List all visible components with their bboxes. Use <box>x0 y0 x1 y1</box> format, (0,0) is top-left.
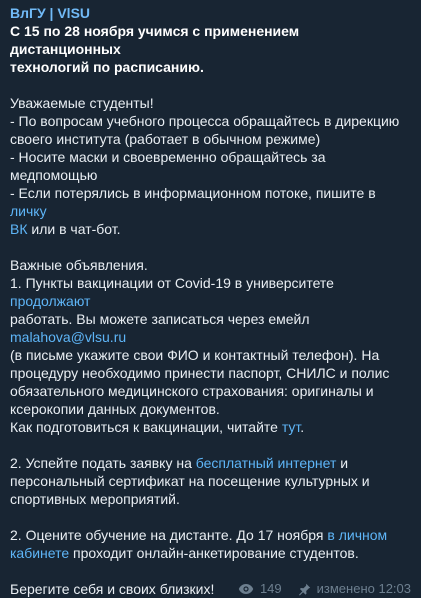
point-1-line-1: 1. Пункты вакцинации от Covid-19 в университете продолжают <box>10 275 334 309</box>
point-1-line-7: Как подготовиться к вакцинации, читайте тут. <box>10 419 305 435</box>
point-1-line-6: ксерокопии данных документов. <box>10 401 220 417</box>
point-3-line-2: кабинете проходит онлайн-анкетирование студентов. <box>10 545 359 561</box>
pin-icon <box>298 583 311 596</box>
point-2-line-2: персональный сертификат на посещение культурных и <box>10 473 370 489</box>
point-1-line-5: обязательного медицинского страхования: оригиналы и <box>10 383 374 399</box>
headline-line-2: технологий по расписанию. <box>10 59 204 75</box>
edited-time: изменено 12:03 <box>316 581 411 596</box>
channel-name[interactable]: ВлГУ | VlSU <box>10 5 91 21</box>
personal-cabinet-link-part-2[interactable]: кабинете <box>10 545 70 561</box>
vk-link-part-2[interactable]: ВК <box>10 221 28 237</box>
vaccination-link[interactable]: продолжают <box>10 293 91 309</box>
point-3-line-1: 2. Оцените обучение на дистанте. До 17 ноября в личном <box>10 527 388 543</box>
bullet-1-line-2: своего института (работает в обычном режиме) <box>10 131 321 147</box>
vaccination-guide-link[interactable]: тут <box>281 419 301 435</box>
greeting: Уважаемые студенты! <box>10 95 154 111</box>
free-internet-link[interactable]: бесплатный интернет <box>195 455 337 471</box>
point-1-line-2: работать. Вы можете записаться через емейл malahova@vlsu.ru <box>10 311 310 345</box>
bullet-1-line-1: - По вопросам учебного процесса обращайтесь в дирекцию <box>10 113 400 129</box>
bullet-3-line-1: - Если потерялись в информационном потоке, пишите в личку <box>10 185 376 219</box>
bullet-3-line-2: ВК или в чат-бот. <box>10 221 121 237</box>
email-link[interactable]: malahova@vlsu.ru <box>10 329 127 345</box>
important-heading: Важные объявления. <box>10 257 148 273</box>
closing-text: Берегите себя и своих близких! <box>10 581 215 597</box>
point-2-line-1: 2. Успейте подать заявку на бесплатный интернет и <box>10 455 349 471</box>
personal-cabinet-link-part-1[interactable]: в личном <box>327 527 388 543</box>
point-1-line-4: процедуру необходимо принести паспорт, СНИЛС и полис <box>10 365 390 381</box>
point-2-line-3: спортивных мероприятий. <box>10 491 180 507</box>
message-headline <box>10 22 411 76</box>
bullet-2: - Носите маски и своевременно обращайтесь за медпомощью <box>10 149 326 183</box>
headline-line-1: С 15 по 28 ноября учимся с применением дистанционных <box>10 23 300 57</box>
closing-line <box>10 580 411 598</box>
message-meta <box>238 580 411 598</box>
views-count: 149 <box>259 581 282 596</box>
eye-icon <box>238 583 254 595</box>
point-1-line-3: (в письме укажите свои ФИО и контактный телефон). На <box>10 347 380 363</box>
vk-link-part-1[interactable]: личку <box>10 203 47 219</box>
